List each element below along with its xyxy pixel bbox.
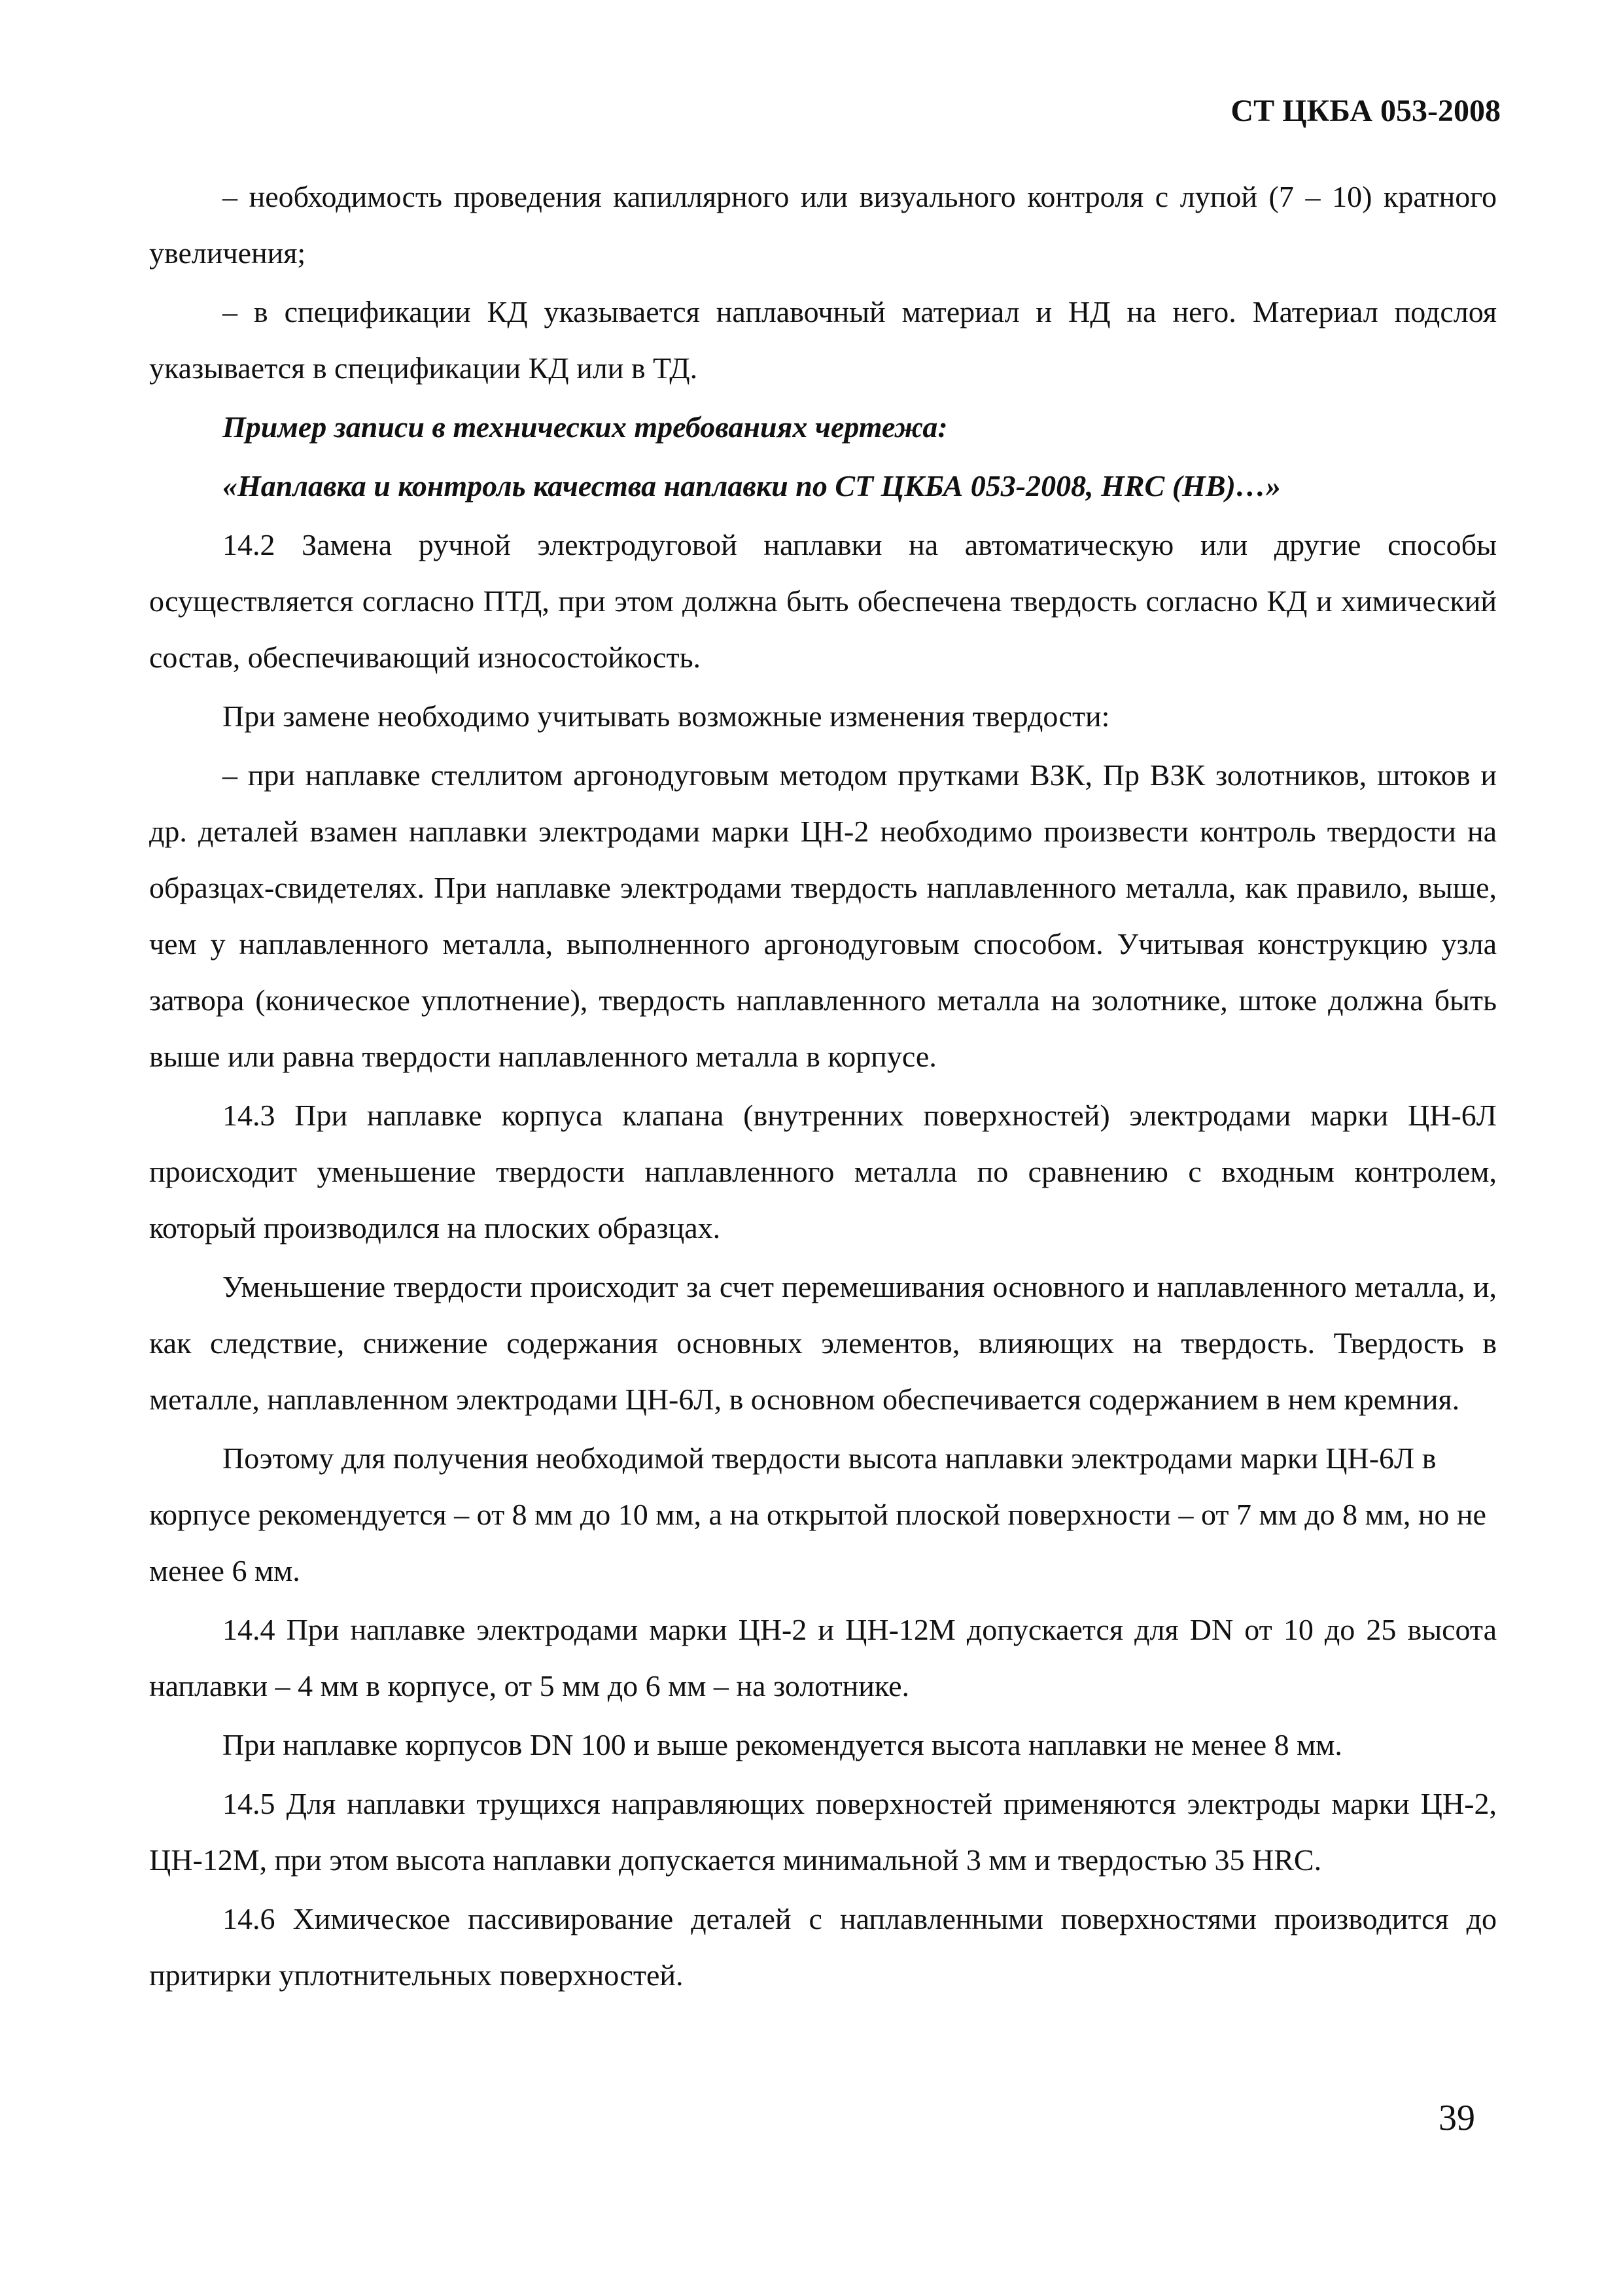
page-number: 39 xyxy=(1439,2098,1475,2138)
paragraph-7: – при наплавке стеллитом аргонодуговым методом прутками ВЗК, Пр ВЗК золотников, штоков и др. деталей взамен наплавки электродами марки ЦН-2 необходимо произвести контроль твердости на образцах-свидетелях. При наплавке электродами твердость наплавленного металла, как правило, выше, чем у наплавленного металла, выполненного аргонодуговым способом. Учитывая конструкцию узла затвора (коническое уплотнение), твердость наплавленного металла на золотнике, штоке должна быть выше или равна твердости наплавленного металла в корпусе. xyxy=(149,758,1497,1073)
section-14-3: 14.3 При наплавке корпуса клапана (внутренних поверхностей) электродами марки ЦН-6Л происходит уменьшение твердости наплавленного металла по сравнению с входным контролем, который производился на плоских образцах. xyxy=(149,1099,1497,1245)
section-14-6: 14.6 Химическое пассивирование деталей с наплавленными поверхностями производится до притирки уплотнительных поверхностей. xyxy=(149,1902,1497,1992)
section-14-5: 14.5 Для наплавки трущихся направляющих поверхностей применяются электроды марки ЦН-2, ЦН-12М, при этом высота наплавки допускается минимальной 3 мм и твердостью 35 HRC. xyxy=(149,1787,1497,1877)
paragraph-6: При замене необходимо учитывать возможные изменения твердости: xyxy=(222,699,1110,733)
paragraph-12: При наплавке корпусов DN 100 и выше рекомендуется высота наплавки не менее 8 мм. xyxy=(222,1728,1342,1761)
paragraph-9: Уменьшение твердости происходит за счет перемешивания основного и наплавленного металла, и, как следствие, снижение содержания основных элементов, влияющих на твердость. Твердость в металле, наплавленном электродами ЦН-6Л, в основном обеспечивается содержанием в нем кремния. xyxy=(149,1270,1497,1416)
paragraph-10: Поэтому для получения необходимой твердости высота наплавки электродами марки ЦН-6Л в корпусе рекомендуется – от 8 мм до 10 мм, а на открытой плоской поверхности – от 7 мм до 8 мм, но не менее 6 мм. xyxy=(149,1441,1486,1587)
example-heading: Пример записи в технических требованиях чертежа: xyxy=(222,410,948,444)
paragraph-1: – необходимость проведения капиллярного или визуального контроля с лупой (7 – 10) кратного увеличения; xyxy=(149,180,1497,270)
document-body xyxy=(149,169,1497,2004)
section-14-4: 14.4 При наплавке электродами марки ЦН-2 и ЦН-12М допускается для DN от 10 до 25 высота наплавки – 4 мм в корпусе, от 5 мм до 6 мм – на золотнике. xyxy=(149,1613,1497,1703)
paragraph-2: – в спецификации КД указывается наплавочный материал и НД на него. Материал подслоя указывается в спецификации КД или в ТД. xyxy=(149,295,1497,385)
example-text: «Наплавка и контроль качества наплавки по СТ ЦКБА 053-2008, HRC (НВ)…» xyxy=(222,469,1281,503)
section-14-2: 14.2 Замена ручной электродуговой наплавки на автоматическую или другие способы осуществляется согласно ПТД, при этом должна быть обеспечена твердость согласно КД и химический состав, обеспечивающий износостойкость. xyxy=(149,528,1497,674)
document-header: СТ ЦКБА 053-2008 xyxy=(1230,94,1501,128)
